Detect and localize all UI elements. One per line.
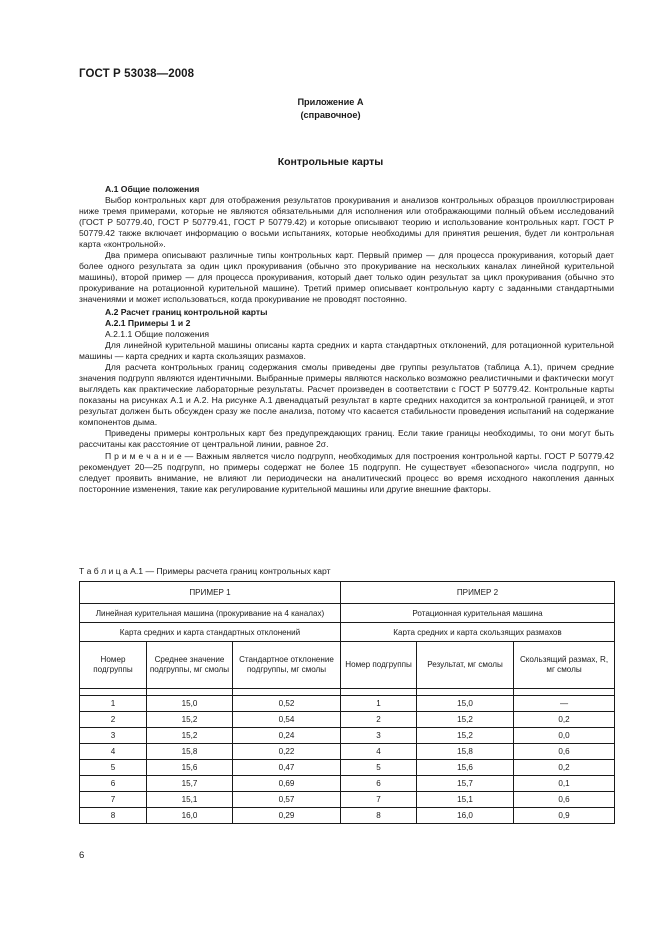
subgroup-number-cell: 6 — [80, 776, 147, 792]
subgroup-sd-cell: 0,54 — [233, 712, 341, 728]
result-value-cell: 15,8 — [417, 744, 514, 760]
subgroup-number-cell: 8 — [341, 808, 417, 824]
subgroup-sd-cell: 0,69 — [233, 776, 341, 792]
subgroup-number-cell: 1 — [341, 696, 417, 712]
spacer-cell — [80, 689, 147, 696]
subgroup-number-cell: 5 — [341, 760, 417, 776]
subgroup-mean-cell: 15,8 — [147, 744, 233, 760]
table-row — [80, 712, 615, 728]
spacer-cell — [514, 689, 615, 696]
subgroup-number-cell: 3 — [341, 728, 417, 744]
control-chart-table — [79, 581, 615, 824]
table-row — [80, 792, 615, 808]
subgroup-mean-cell: 15,6 — [147, 760, 233, 776]
subgroup-mean-cell: 15,0 — [147, 696, 233, 712]
moving-range-cell: 0,6 — [514, 792, 615, 808]
table-row — [80, 760, 615, 776]
table-row — [80, 808, 615, 824]
paragraph: Приведены примеры контрольных карт без предупреждающих границ. Если такие границы необходимы, то они могут быть рассчитаны как расстояние от центральной линии, равное 2σ. — [79, 428, 614, 450]
moving-range-cell: 0,0 — [514, 728, 615, 744]
subgroup-number-cell: 8 — [80, 808, 147, 824]
table-caption: Т а б л и ц а А.1 — Примеры расчета границ контрольных карт — [79, 566, 331, 576]
subgroup-number-cell: 4 — [80, 744, 147, 760]
paragraph: П р и м е ч а н и е — Важным является число подгрупп, необходимых для построения контрольной карты. ГОСТ Р 50779.42 рекомендует 20—25 подгрупп, но примеры содержат не более 15 подгрупп. Не существует «безопасного» числа подгрупп, но следует проявить внимание, не влияют ли периодически на аналитический процесс во время исходного накопления данных посторонние изменения, такие как регулирование курительной машины или другие внешние факторы. — [79, 451, 614, 495]
subgroup-number-cell: 5 — [80, 760, 147, 776]
section-title: Контрольные карты — [277, 156, 384, 168]
document-header: ГОСТ Р 53038—2008 — [79, 68, 195, 80]
subgroup-number-cell: 7 — [80, 792, 147, 808]
spacer-cell — [233, 689, 341, 696]
example1-chart-type: Карта средних и карта стандартных отклонений — [80, 623, 341, 642]
example2-title: ПРИМЕР 2 — [341, 582, 615, 604]
annex-kind: (справочное) — [300, 110, 361, 120]
paragraph: Для линейной курительной машины описаны карта средних и карта стандартных отклонений, для ротационной курительной машины — карта средних и карта скользящих размахов. — [79, 339, 614, 361]
subgroup-number-cell: 2 — [80, 712, 147, 728]
subgroup-number-cell: 4 — [341, 744, 417, 760]
spacer-cell — [417, 689, 514, 696]
paragraph: А.2.1 Примеры 1 и 2 — [105, 317, 191, 328]
subgroup-number-cell: 7 — [341, 792, 417, 808]
example2-machine: Ротационная курительная машина — [341, 604, 615, 623]
body-text — [79, 184, 614, 495]
col-header-result: Результат, мг смолы — [417, 642, 514, 689]
subgroup-sd-cell: 0,29 — [233, 808, 341, 824]
paragraph: Выбор контрольных карт для отображения результатов прокуривания и анализов контрольных образцов проиллюстрирован ниже тремя примерами, которые не являются обязательными для исполнения или отображающими полный объем исследований (ГОСТ Р 50779.40, ГОСТ Р 50779.41, ГОСТ Р 50779.42) и которые описывают теорию и использование контрольных карт. ГОСТ Р 50779.42 также включает информацию о восьми испытаниях, которые необходимы для принятия решения, будет ли контрольная карта «контрольной». — [79, 195, 614, 250]
paragraph: А.1 Общие положения — [105, 184, 200, 194]
result-value-cell: 16,0 — [417, 808, 514, 824]
subgroup-number-cell: 3 — [80, 728, 147, 744]
spacer-cell — [147, 689, 233, 696]
subgroup-sd-cell: 0,24 — [233, 728, 341, 744]
result-value-cell: 15,0 — [417, 696, 514, 712]
subgroup-mean-cell: 15,2 — [147, 728, 233, 744]
spacer-cell — [341, 689, 417, 696]
table-row — [80, 744, 615, 760]
paragraph: Для расчета контрольных границ содержания смолы приведены две группы результатов (таблица А.1), причем средние значения подгрупп являются идентичными. Выбранные примеры являются насколько возможно реалистичными и фактически могут выглядеть как практические лабораторные результаты. Расчет произведен в соответствии с ГОСТ Р 50779.42. Контрольные карты показаны на рисунках А.1 и А.2. На рисунке А.1 двенадцатый результат в карте средних находится за контрольной границей, и этот результат должен быть обсужден сразу же после анализа, потому что касается стабильности проведения испытаний на содержание компонентов дыма. — [79, 361, 614, 427]
moving-range-cell: 0,1 — [514, 776, 615, 792]
example2-chart-type: Карта средних и карта скользящих размахов — [341, 623, 615, 642]
table-row — [80, 776, 615, 792]
example1-title: ПРИМЕР 1 — [80, 582, 341, 604]
result-value-cell: 15,2 — [417, 728, 514, 744]
paragraph: Два примера описывают различные типы контрольных карт. Первый пример — для процесса прокуривания, который дает более одного результата за один цикл прокуривания (обычно это прокуривание на нескольких каналах линейной курительной машины), второй пример — для процесса прокуривания, который дает только один результат за цикл прокуривания (обычно это прокуривание на ротационной курительной машине). Третий пример описывает контрольную карту с заданными стандартными значениями и может использоваться, когда прокуривание не проводят постоянно. — [79, 250, 614, 305]
example1-machine: Линейная курительная машина (прокуривание на 4 каналах) — [80, 604, 341, 623]
moving-range-cell: 0,9 — [514, 808, 615, 824]
subgroup-number-cell: 2 — [341, 712, 417, 728]
moving-range-cell: — — [514, 696, 615, 712]
paragraph: А.2 Расчет границ контрольной карты — [105, 306, 268, 317]
col-header-group-2: Номер подгруппы — [341, 642, 417, 689]
moving-range-cell: 0,2 — [514, 712, 615, 728]
result-value-cell: 15,7 — [417, 776, 514, 792]
col-header-range: Скользящий размах, R, мг смолы — [514, 642, 615, 689]
subgroup-sd-cell: 0,22 — [233, 744, 341, 760]
subgroup-number-cell: 1 — [80, 696, 147, 712]
table-row — [80, 728, 615, 744]
result-value-cell: 15,1 — [417, 792, 514, 808]
col-header-group-1: Номер подгруппы — [80, 642, 147, 689]
subgroup-sd-cell: 0,52 — [233, 696, 341, 712]
subgroup-mean-cell: 15,7 — [147, 776, 233, 792]
result-value-cell: 15,2 — [417, 712, 514, 728]
table-row — [80, 696, 615, 712]
annex-title: Приложение А — [297, 97, 364, 107]
col-header-sd: Стандартное отклонение подгруппы, мг смолы — [233, 642, 341, 689]
subgroup-sd-cell: 0,57 — [233, 792, 341, 808]
subgroup-number-cell: 6 — [341, 776, 417, 792]
subgroup-mean-cell: 15,2 — [147, 712, 233, 728]
subgroup-mean-cell: 15,1 — [147, 792, 233, 808]
paragraph: А.2.1.1 Общие положения — [105, 328, 210, 339]
moving-range-cell: 0,2 — [514, 760, 615, 776]
moving-range-cell: 0,6 — [514, 744, 615, 760]
page-number: 6 — [79, 850, 85, 861]
subgroup-sd-cell: 0,47 — [233, 760, 341, 776]
subgroup-mean-cell: 16,0 — [147, 808, 233, 824]
col-header-mean: Среднее значение подгруппы, мг смолы — [147, 642, 233, 689]
result-value-cell: 15,6 — [417, 760, 514, 776]
